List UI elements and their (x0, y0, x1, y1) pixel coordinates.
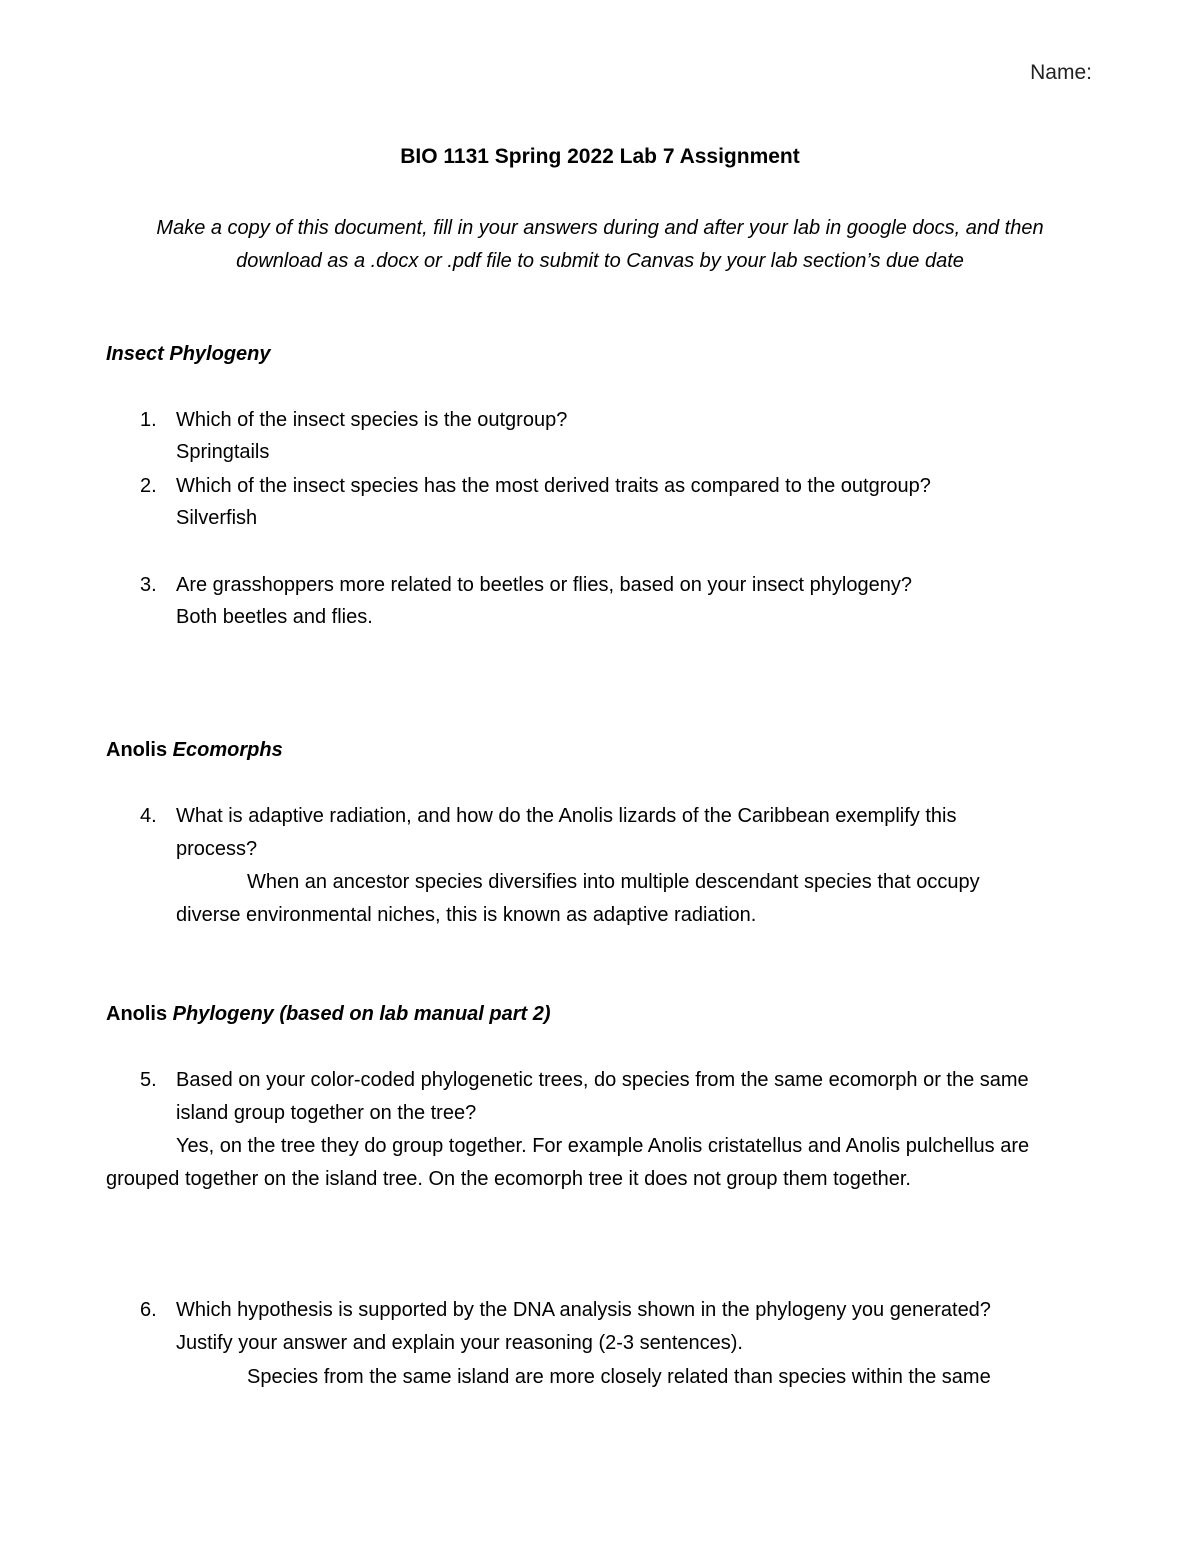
question-5-line-1: Based on your color-coded phylogenetic trees, do species from the same ecomorph or the same (176, 1069, 1029, 1091)
instructions-line-1: Make a copy of this document, fill in your answers during and after your lab in google docs, and then (156, 217, 1044, 239)
section-heading-anolis-phylogeny (106, 1004, 551, 1024)
instructions (0, 212, 1200, 278)
answer-5-line-1: Yes, on the tree they do group together. For example Anolis cristatellus and Anolis pulchellus are (176, 1135, 1030, 1157)
question-number-3: 3. (140, 574, 157, 596)
section-heading-plain: Anolis (106, 1003, 173, 1025)
question-number-4: 4. (140, 805, 157, 827)
question-number-6: 6. (140, 1299, 157, 1321)
question-number-5: 5. (140, 1069, 157, 1091)
answer-5-line-2: grouped together on the island tree. On the ecomorph tree it does not group them together. (106, 1168, 911, 1190)
instructions-line-2: download as a .docx or .pdf file to submit to Canvas by your lab section’s due date (236, 250, 964, 272)
question-4-line-2: process? (176, 838, 258, 860)
answer-1: Springtails (176, 441, 270, 463)
question-6-line-2: Justify your answer and explain your reasoning (2-3 sentences). (176, 1332, 743, 1354)
answer-4-line-1: When an ancestor species diversifies into multiple descendant species that occupy (247, 871, 980, 893)
question-number-2: 2. (140, 475, 157, 497)
section-heading-italic: Phylogeny (based on lab manual part 2) (172, 1003, 551, 1025)
answer-6-line-1: Species from the same island are more closely related than species within the same (247, 1366, 991, 1388)
section-heading-italic: Ecomorphs (172, 739, 283, 761)
question-1: Which of the insect species is the outgroup? (176, 409, 568, 431)
section-heading-insect-phylogeny: Insect Phylogeny (106, 343, 271, 365)
question-4-line-1: What is adaptive radiation, and how do the Anolis lizards of the Caribbean exemplify this (176, 805, 957, 827)
name-label: Name: (1030, 61, 1092, 84)
question-6-line-1: Which hypothesis is supported by the DNA analysis shown in the phylogeny you generated? (176, 1299, 991, 1321)
question-number-1: 1. (140, 409, 157, 431)
answer-2: Silverfish (176, 507, 258, 529)
page-title: BIO 1131 Spring 2022 Lab 7 Assignment (400, 145, 800, 168)
question-3: Are grasshoppers more related to beetles or flies, based on your insect phylogeny? (176, 574, 912, 596)
question-2: Which of the insect species has the most derived traits as compared to the outgroup? (176, 475, 931, 497)
answer-4-line-2: diverse environmental niches, this is known as adaptive radiation. (176, 904, 757, 926)
question-5-line-2: island group together on the tree? (176, 1102, 477, 1124)
section-heading-anolis-ecomorphs (106, 740, 283, 760)
section-heading-plain: Anolis (106, 739, 173, 761)
answer-3: Both beetles and flies. (176, 606, 373, 628)
